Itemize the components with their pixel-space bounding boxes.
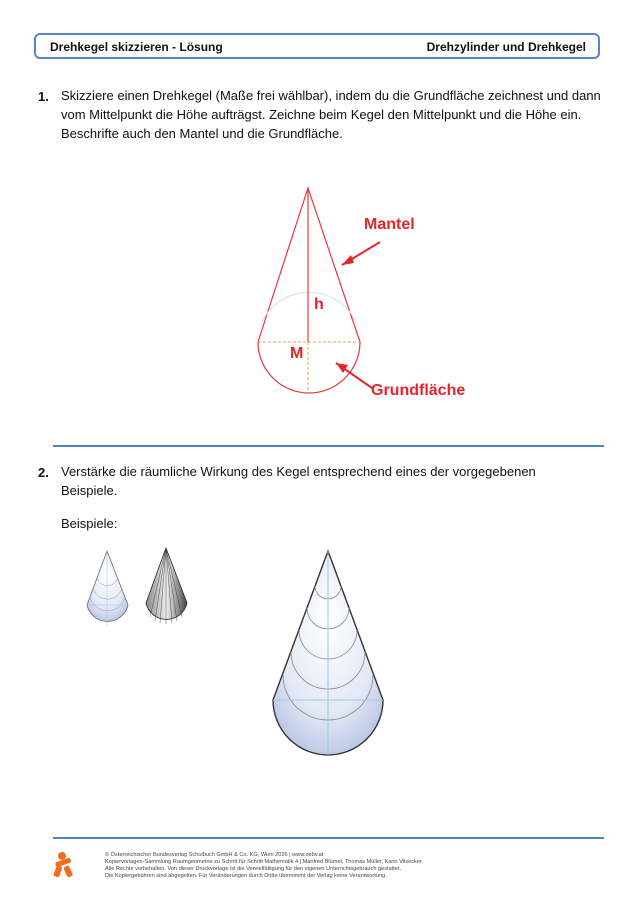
task2-line: Beispiele. (61, 483, 118, 498)
cone-sketch (258, 188, 380, 393)
label-grundflaeche: Grundfläche (371, 382, 466, 399)
section-divider (53, 445, 604, 447)
label-m: M (290, 345, 304, 362)
cone-outline (258, 188, 360, 393)
footer-line: Die Kopiergebühren sind abgegolten. Für Veränderungen durch Dritte übernimmt der Verlag keine Verantwortung. (105, 873, 387, 879)
task2-text (61, 462, 536, 500)
task1-line: Skizziere einen Drehkegel (Maße frei wählbar), indem du die Grundfläche zeichnest und dann (61, 88, 601, 103)
footer-text (105, 852, 422, 880)
label-mantel: Mantel (364, 216, 415, 233)
footer-line: Kopiervorlagen-Sammlung Raumgeometrie zu Schritt für Schritt Mathematik 4 | Manfred Blümel, Thomas Müller, Karin Vilsecker (105, 859, 422, 865)
page-title: Drehkegel skizzieren - Lösung (50, 40, 223, 54)
task2-line: Verstärke die räumliche Wirkung des Kegel entsprechend eines der vorgegebenen (61, 464, 536, 479)
base-hidden-arc (262, 292, 356, 322)
task1-number: 1. (38, 89, 49, 104)
footer-divider (53, 837, 604, 839)
label-h: h (314, 296, 324, 313)
mantel-arrowhead (342, 255, 354, 265)
large-shaded-cone (273, 551, 383, 755)
example-cone-dark (146, 548, 187, 624)
example-cone-light (87, 551, 128, 626)
task1-line: Beschrifte auch den Mantel und die Grundfläche. (61, 126, 343, 141)
task1-line: vom Mittelpunkt die Höhe aufträgst. Zeichne beim Kegel den Mittelpunkt und die Höhe ein. (61, 107, 582, 122)
footer-line: © Österreichischer Bundesverlag Schulbuch GmbH & Co. KG, Wien 2026 | www.oebv.at (105, 852, 324, 858)
footer-line: Alle Rechte vorbehalten. Von dieser Druckvorlage ist die Vervielfältigung für den eigenen Unterrichtsgebrauch gestattet. (105, 866, 402, 872)
oebv-logo-icon (53, 852, 73, 878)
examples-label: Beispiele: (61, 516, 118, 531)
task2-number: 2. (38, 465, 49, 480)
page-topic: Drehzylinder und Drehkegel (426, 40, 586, 54)
grundflaeche-arrowhead (336, 363, 348, 373)
